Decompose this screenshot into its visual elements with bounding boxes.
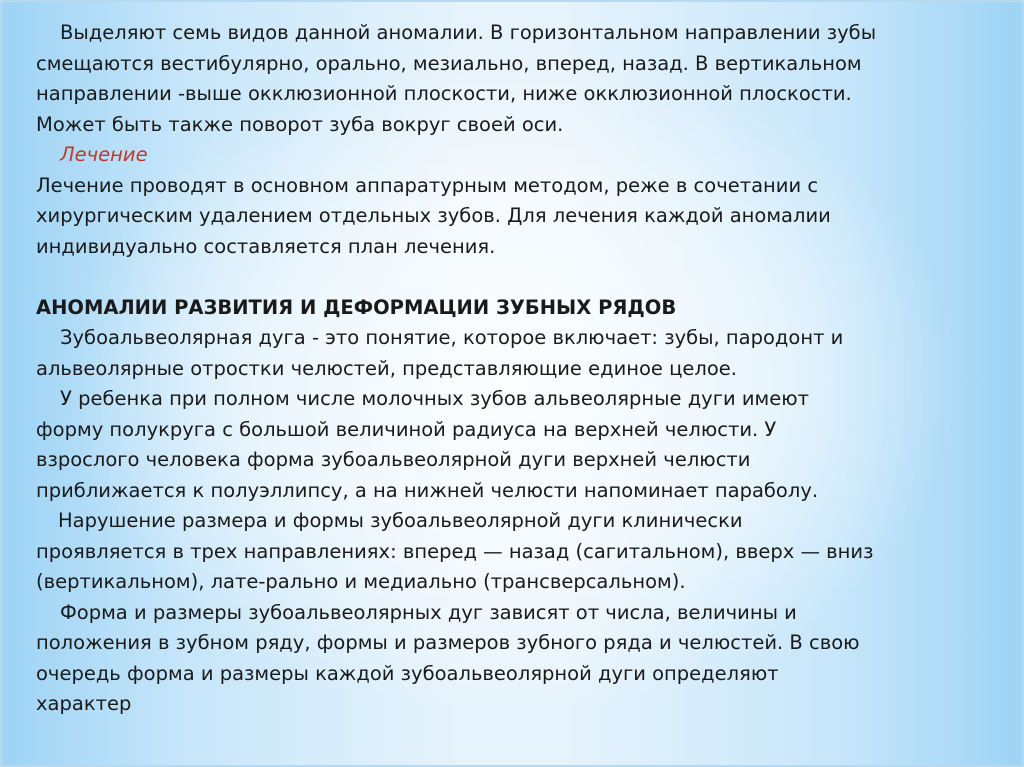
text-line: Лечение проводят в основном аппаратурным методом, реже в сочетании с (36, 173, 819, 197)
paragraph-treatment (36, 171, 1001, 263)
paragraph-arch-shape (36, 384, 1001, 506)
paragraph-arch-definition (36, 323, 1001, 384)
text-line: Выделяют семь видов данной аномалии. В горизонтальном направлении зубы (60, 21, 877, 44)
paragraph-arch-factors (36, 598, 1001, 720)
text-line: проявляется в трех направлениях: вперед — назад (сагитальном), вверх — вниз (36, 539, 874, 563)
text-line: Нарушение размера и формы зубоальвеолярной дуги клинически (58, 509, 743, 532)
text-line: очередь форма и размеры каждой зубоальвеолярной дуги определяют (36, 661, 779, 685)
slide-body (36, 18, 1001, 720)
text-line: положения в зубном ряду, формы и размеров зубного ряда и челюстей. В свою (36, 631, 860, 654)
text-line: Зубоальвеолярная дуга - это понятие, которое включает: зубы, пародонт и (60, 326, 844, 349)
text-line: хирургическим удалением отдельных зубов. Для лечения каждой аномалии (36, 204, 831, 227)
blank-line (36, 262, 1001, 293)
paragraph-anomaly-types (36, 18, 1001, 140)
text-line: направлении -выше окклюзионной плоскости, ниже окклюзионной плоскости. (36, 82, 852, 105)
text-line: альвеолярные отростки челюстей, представляющие единое целое. (36, 356, 737, 380)
section-title: АНОМАЛИИ РАЗВИТИЯ И ДЕФОРМАЦИИ ЗУБНЫХ РЯДОВ (36, 295, 677, 319)
text-line: У ребенка при полном числе молочных зубов альвеолярные дуги имеют (60, 387, 809, 410)
paragraph-arch-disorders (36, 506, 1001, 598)
text-line: взрослого человека форма зубоальвеолярной дуги верхней челюсти (36, 448, 751, 471)
text-line: приближается к полуэллипсу, а на нижней челюсти напоминает параболу. (36, 478, 819, 502)
text-line: Форма и размеры зубоальвеолярных дуг зависят от числа, величины и (60, 600, 797, 624)
text-line: смещаются вестибулярно, орально, мезиально, вперед, назад. В вертикальном (36, 51, 862, 75)
text-line: форму полукруга с большой величиной радиуса на верхней челюсти. У (36, 417, 777, 441)
text-line: индивидуально составляется план лечения. (36, 234, 496, 258)
text-line: Может быть также поворот зуба вокруг своей оси. (36, 112, 564, 136)
treatment-heading: Лечение (60, 143, 148, 166)
text-line: (вертикальном), лате-рально и медиально (трансверсальном). (36, 570, 686, 593)
text-line: характер (36, 692, 132, 715)
